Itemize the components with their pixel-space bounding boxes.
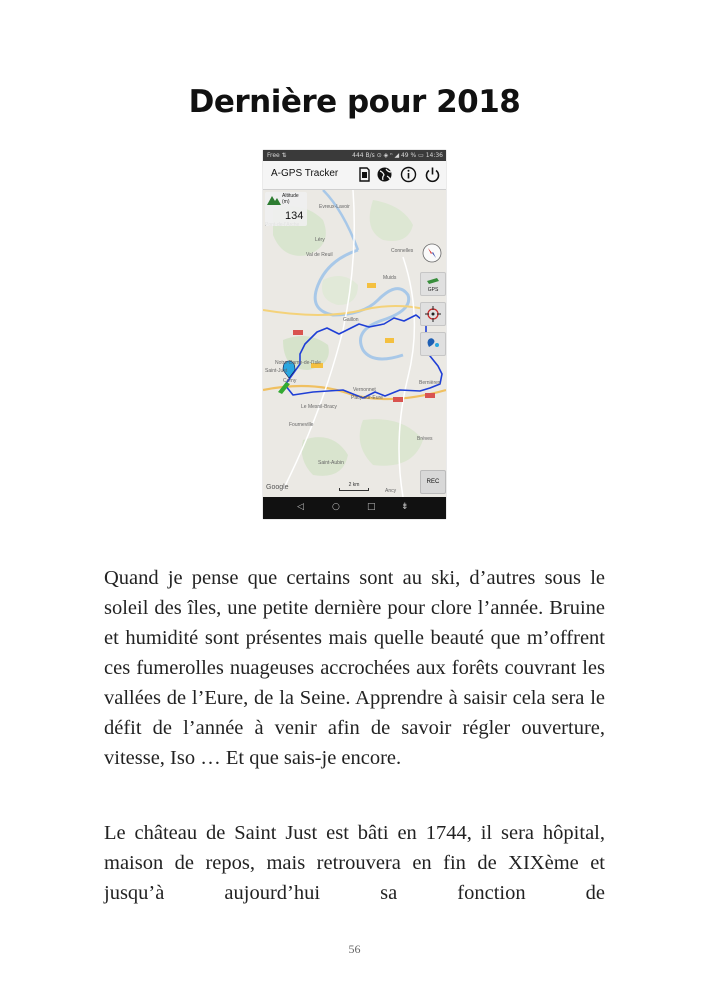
svg-text:GPS: GPS — [427, 287, 439, 293]
map-label: Bernières — [419, 380, 441, 386]
paragraph-2: Le château de Saint Just est bâti en 1744, il sera hôpital, maison de repos, mais retrouvera en fin de XIXème et jusqu’à aujourd’hui sa fonction de — [104, 822, 605, 904]
paragraph-1: Quand je pense que certains sont au ski, d’autres sous le soleil des îles, une petite dernière pour clore l’année. Bruine et humidité sont présentes mais quelle beauté que m’offrent ces fumerolles nuageuses accrochées aux forêts couvrant les vallées de l’Eure, de la Seine. Apprendre à saisir cela sera le défit de l’année à venir afin de savoir régler ouverture, vitesse, Iso … Et que sais-je encore. — [104, 567, 605, 769]
map-label: Notre-Dame-de-l'Isle — [275, 360, 321, 366]
map-label: Muids — [383, 275, 397, 281]
map-label: Ancy — [385, 488, 397, 494]
nav-back-icon[interactable]: ◁ — [297, 502, 304, 512]
globe-icon[interactable] — [376, 166, 393, 183]
page-number: 56 — [348, 942, 361, 956]
google-logo: Google — [266, 484, 289, 491]
map-label: Saint-Just — [265, 368, 288, 374]
altitude-value: 134 — [285, 210, 304, 222]
target-icon — [421, 303, 445, 325]
nav-recent-icon[interactable]: □ — [367, 502, 376, 512]
android-nav-bar — [263, 497, 446, 519]
scale-bar — [339, 482, 369, 491]
sd-card-icon[interactable] — [355, 166, 372, 183]
map-label: Léry — [315, 237, 325, 243]
status-bar — [263, 150, 446, 161]
status-left: Free ⇅ — [267, 152, 287, 159]
app-bar — [263, 161, 446, 190]
phone-screenshot — [263, 150, 446, 519]
nav-home-icon[interactable]: ○ — [332, 502, 340, 512]
map-label: Gaillon — [343, 317, 359, 323]
page-title: Dernière pour 2018 — [188, 84, 521, 120]
app-title: A-GPS Tracker — [271, 168, 339, 179]
map-canvas — [263, 190, 446, 497]
compass-icon — [420, 242, 444, 264]
map-label: Brèves — [417, 436, 433, 442]
info-icon[interactable] — [400, 166, 417, 183]
status-right: 444 B/s ⊙ ◈ ⁿ ◢ 49 % ▭ 14:36 — [352, 152, 443, 159]
map-label: Connelles — [391, 248, 414, 254]
gps-icon — [421, 273, 445, 295]
map-label: Evreux-Lavoir — [319, 204, 350, 210]
target-button[interactable] — [420, 302, 446, 326]
map-label: Saint-Aubin — [318, 460, 344, 466]
scale-label: 2 km — [348, 482, 360, 488]
map-view[interactable] — [263, 190, 446, 497]
map-label: Pacy-sur-Eure — [351, 395, 383, 401]
map-label: Corny — [283, 378, 297, 384]
location-icon — [421, 333, 445, 355]
nav-extra-icon[interactable]: ⇟ — [401, 502, 409, 512]
altitude-label: Altitude (m) — [282, 193, 299, 205]
compass-button[interactable] — [420, 242, 444, 264]
rec-button[interactable]: REC — [420, 470, 446, 494]
map-label: Le Mesnil-Bracy — [301, 404, 337, 410]
map-label: Fourneville — [289, 422, 314, 428]
mountain-icon — [267, 195, 281, 205]
location-button[interactable] — [420, 332, 446, 356]
map-label: Vernonnet — [353, 387, 376, 393]
power-icon[interactable] — [424, 166, 441, 183]
map-label: Val de Reuil — [306, 252, 333, 258]
gps-button[interactable] — [420, 272, 446, 296]
altitude-panel — [265, 192, 307, 226]
